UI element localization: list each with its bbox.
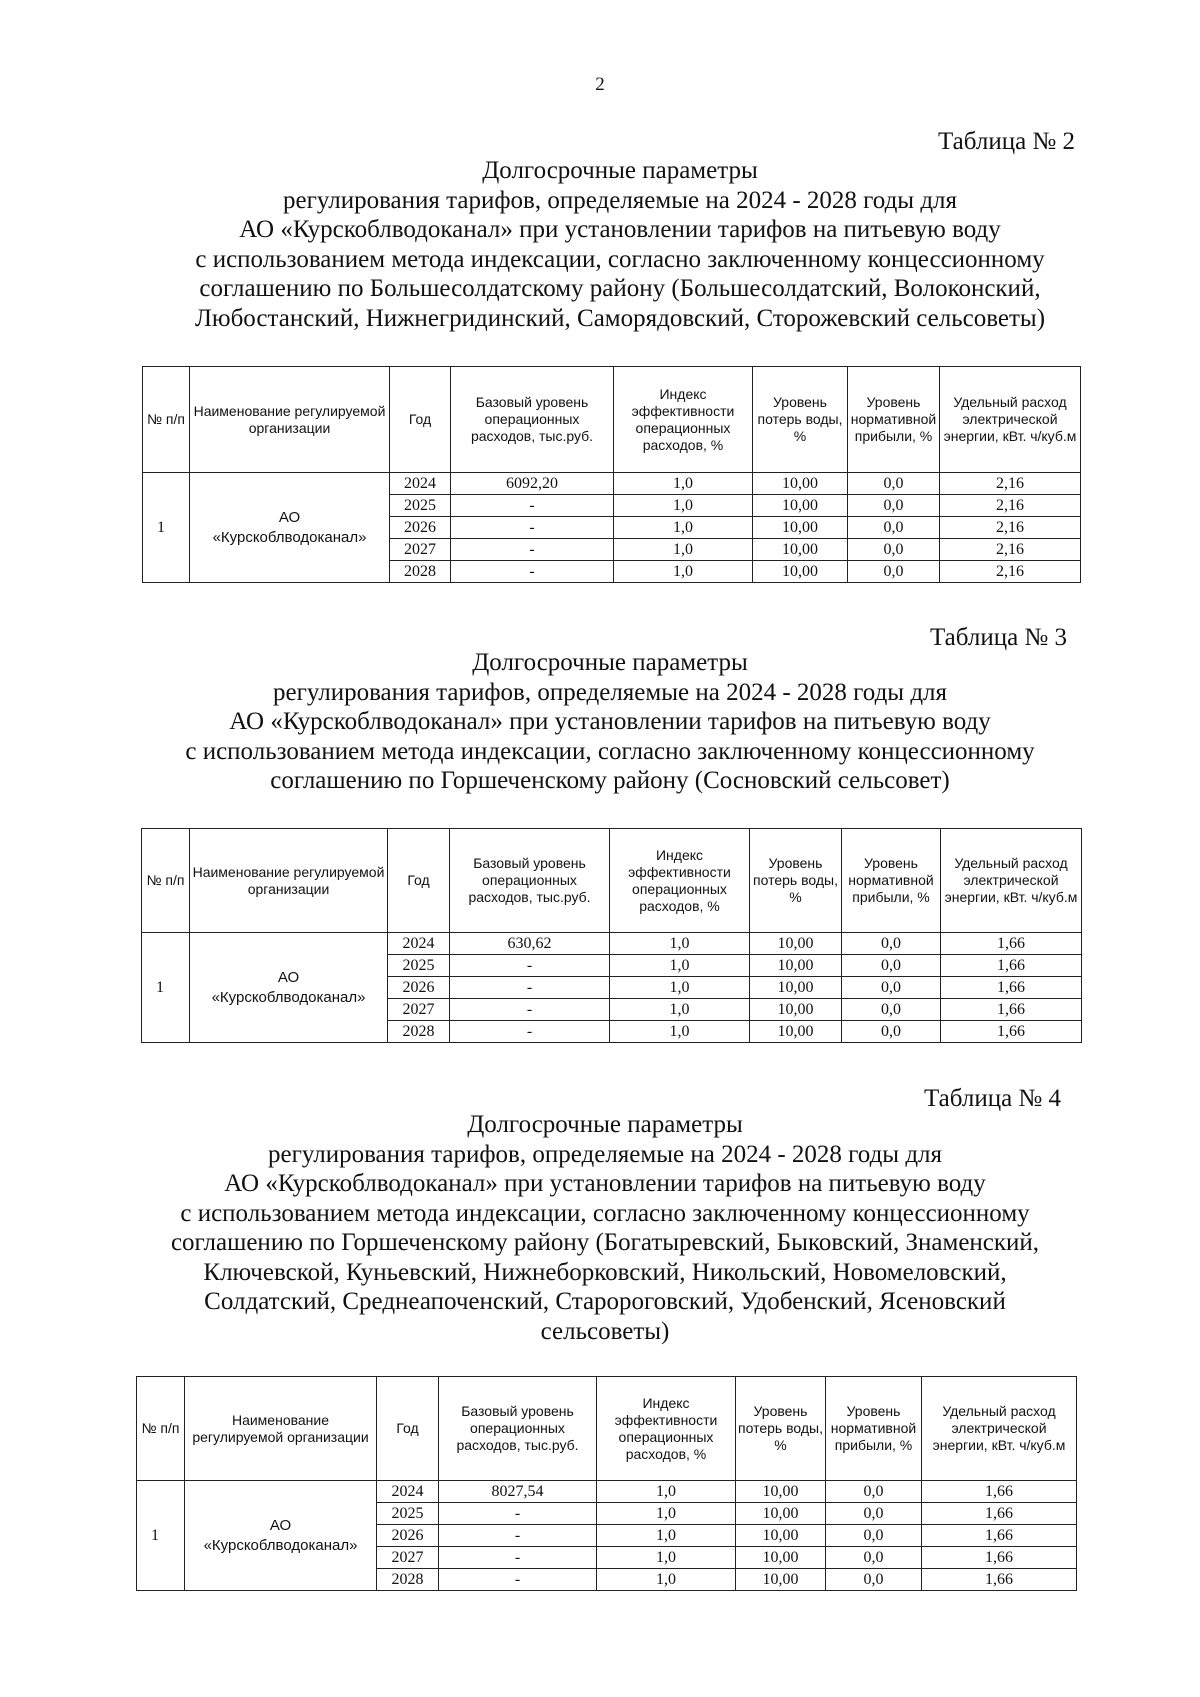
cell-energy: 2,16 — [940, 495, 1081, 517]
cell-loss: 10,00 — [736, 1569, 826, 1591]
cell-year: 2024 — [388, 933, 450, 955]
cell-index: 1,0 — [597, 1547, 736, 1569]
cell-energy: 1,66 — [922, 1503, 1077, 1525]
cell-year: 2024 — [390, 473, 451, 495]
title-line: Долгосрочные параметры — [482, 157, 758, 184]
cell-loss: 10,00 — [736, 1481, 826, 1503]
col-header-year: Год — [388, 829, 450, 933]
table-title — [150, 156, 1090, 333]
table-row — [137, 1481, 1077, 1503]
cell-year: 2026 — [390, 517, 451, 539]
table-header-row — [142, 829, 1082, 933]
cell-year: 2025 — [388, 955, 450, 977]
title-line: АО «Курскоблводоканал» при установлении тарифов на питьевую воду — [224, 1170, 986, 1197]
title-line: соглашению по Большесолдатскому району (Большесолдатский, Волоконский, — [199, 275, 1041, 302]
cell-energy: 2,16 — [940, 473, 1081, 495]
cell-loss: 10,00 — [753, 473, 848, 495]
table-header-row — [143, 367, 1081, 473]
cell-loss: 10,00 — [753, 561, 848, 583]
table-row — [142, 933, 1082, 955]
cell-energy: 1,66 — [922, 1481, 1077, 1503]
cell-year: 2027 — [388, 999, 450, 1021]
cell-profit: 0,0 — [842, 977, 941, 999]
cell-profit: 0,0 — [848, 473, 940, 495]
cell-energy: 1,66 — [941, 955, 1082, 977]
cell-year: 2027 — [377, 1547, 439, 1569]
col-header-index: Индекс эффективности операционных расходов, % — [597, 1377, 736, 1481]
cell-base: - — [450, 999, 610, 1021]
cell-year: 2028 — [388, 1021, 450, 1043]
cell-profit: 0,0 — [826, 1503, 922, 1525]
cell-loss: 10,00 — [753, 517, 848, 539]
col-header-org: Наименование регулируемой организации — [185, 1377, 377, 1481]
cell-loss: 10,00 — [736, 1525, 826, 1547]
cell-index: 1,0 — [610, 1021, 750, 1043]
col-header-no: № п/п — [143, 367, 190, 473]
cell-profit: 0,0 — [842, 955, 941, 977]
organization-name: АО «Курскоблводоканал» — [190, 933, 388, 1043]
title-line: регулирования тарифов, определяемые на 2024 - 2028 годы для — [282, 186, 958, 214]
cell-base: 6092,20 — [451, 473, 614, 495]
title-line: с использованием метода индексации, согласно заключенному концессионному — [185, 737, 1035, 765]
cell-loss: 10,00 — [750, 933, 842, 955]
table-title — [140, 1110, 1070, 1346]
cell-index: 1,0 — [614, 473, 753, 495]
cell-profit: 0,0 — [826, 1525, 922, 1547]
col-header-index: Индекс эффективности операционных расходов, % — [610, 829, 750, 933]
table-number: Таблица № 4 — [924, 1085, 1062, 1112]
cell-profit: 0,0 — [842, 933, 941, 955]
col-header-org: Наименование регулируемой организации — [190, 829, 388, 933]
cell-loss: 10,00 — [750, 999, 842, 1021]
table-number: Таблица № 3 — [930, 624, 1068, 651]
cell-base: - — [439, 1503, 597, 1525]
tariff-table — [142, 366, 1081, 583]
cell-profit: 0,0 — [826, 1569, 922, 1591]
organization-name: АО «Курскоблводоканал» — [185, 1481, 377, 1591]
cell-energy: 1,66 — [922, 1547, 1077, 1569]
cell-year: 2027 — [390, 539, 451, 561]
cell-profit: 0,0 — [848, 517, 940, 539]
cell-energy: 1,66 — [941, 977, 1082, 999]
cell-base: - — [450, 1021, 610, 1043]
cell-loss: 10,00 — [750, 1021, 842, 1043]
col-header-profit: Уровень нормативной прибыли, % — [826, 1377, 922, 1481]
cell-base: - — [451, 495, 614, 517]
title-line: АО «Курскоблводоканал» при установлении тарифов на питьевую воду — [239, 216, 1001, 243]
col-header-org: Наименование регулируемой организации — [190, 367, 390, 473]
title-line: Любостанский, Нижнегридинский, Саморядовский, Сторожевский сельсоветы) — [194, 304, 1046, 332]
col-header-base: Базовый уровень операционных расходов, тыс.руб. — [451, 367, 614, 473]
cell-loss: 10,00 — [736, 1547, 826, 1569]
col-header-loss: Уровень потерь воды, % — [750, 829, 842, 933]
title-line: соглашению по Горшеченскому району (Сосновский сельсовет) — [270, 767, 950, 794]
col-header-no: № п/п — [142, 829, 190, 933]
cell-loss: 10,00 — [753, 539, 848, 561]
cell-energy: 1,66 — [941, 933, 1082, 955]
cell-energy: 1,66 — [922, 1569, 1077, 1591]
title-line: с использованием метода индексации, согласно заключенному концессионному — [195, 245, 1045, 273]
tariff-table — [136, 1376, 1077, 1591]
cell-energy: 2,16 — [940, 561, 1081, 583]
title-line: Ключевской, Куньевский, Нижнеборковский, Никольский, Новомеловский, — [203, 1258, 1007, 1286]
cell-index: 1,0 — [597, 1503, 736, 1525]
row-number: 1 — [143, 473, 190, 583]
col-header-profit: Уровень нормативной прибыли, % — [848, 367, 940, 473]
col-header-index: Индекс эффективности операционных расходов, % — [614, 367, 753, 473]
cell-loss: 10,00 — [750, 955, 842, 977]
col-header-loss: Уровень потерь воды, % — [753, 367, 848, 473]
col-header-energy: Удельный расход электрической энергии, кВт. ч/куб.м — [922, 1377, 1077, 1481]
cell-year: 2025 — [390, 495, 451, 517]
cell-index: 1,0 — [597, 1569, 736, 1591]
cell-base: - — [451, 517, 614, 539]
title-line: с использованием метода индексации, согласно заключенному концессионному — [180, 1199, 1030, 1227]
cell-year: 2028 — [390, 561, 451, 583]
col-header-base: Базовый уровень операционных расходов, тыс.руб. — [439, 1377, 597, 1481]
cell-profit: 0,0 — [826, 1547, 922, 1569]
col-header-no: № п/п — [137, 1377, 185, 1481]
row-number: 1 — [142, 933, 190, 1043]
cell-loss: 10,00 — [736, 1503, 826, 1525]
row-number: 1 — [137, 1481, 185, 1591]
title-line: Солдатский, Среднеапоченский, Старороговский, Удобенский, Ясеновский — [204, 1288, 1006, 1315]
cell-energy: 1,66 — [941, 999, 1082, 1021]
title-line: соглашению по Горшеченскому району (Богатыревский, Быковский, Знаменский, — [170, 1229, 1040, 1256]
cell-year: 2028 — [377, 1569, 439, 1591]
cell-year: 2026 — [377, 1525, 439, 1547]
col-header-profit: Уровень нормативной прибыли, % — [842, 829, 941, 933]
cell-profit: 0,0 — [848, 561, 940, 583]
title-line: Долгосрочные параметры — [467, 1111, 743, 1138]
cell-base: - — [439, 1525, 597, 1547]
cell-energy: 2,16 — [940, 539, 1081, 561]
col-header-year: Год — [390, 367, 451, 473]
col-header-loss: Уровень потерь воды, % — [736, 1377, 826, 1481]
cell-index: 1,0 — [614, 561, 753, 583]
cell-index: 1,0 — [610, 955, 750, 977]
cell-year: 2024 — [377, 1481, 439, 1503]
title-line: регулирования тарифов, определяемые на 2024 - 2028 годы для — [272, 678, 948, 706]
cell-base: - — [451, 539, 614, 561]
cell-base: - — [439, 1569, 597, 1591]
cell-year: 2025 — [377, 1503, 439, 1525]
cell-base: - — [451, 561, 614, 583]
cell-base: - — [439, 1547, 597, 1569]
cell-profit: 0,0 — [848, 539, 940, 561]
cell-index: 1,0 — [610, 977, 750, 999]
cell-base: - — [450, 977, 610, 999]
cell-loss: 10,00 — [753, 495, 848, 517]
cell-index: 1,0 — [610, 933, 750, 955]
page-number: 2 — [595, 74, 605, 95]
cell-profit: 0,0 — [842, 999, 941, 1021]
cell-base: 630,62 — [450, 933, 610, 955]
col-header-year: Год — [377, 1377, 439, 1481]
table-header-row — [137, 1377, 1077, 1481]
cell-energy: 2,16 — [940, 517, 1081, 539]
table-row — [143, 473, 1081, 495]
col-header-energy: Удельный расход электрической энергии, кВт. ч/куб.м — [940, 367, 1081, 473]
cell-loss: 10,00 — [750, 977, 842, 999]
cell-index: 1,0 — [597, 1481, 736, 1503]
cell-index: 1,0 — [597, 1525, 736, 1547]
cell-index: 1,0 — [614, 539, 753, 561]
cell-year: 2026 — [388, 977, 450, 999]
cell-base: 8027,54 — [439, 1481, 597, 1503]
title-line: АО «Курскоблводоканал» при установлении тарифов на питьевую воду — [229, 708, 991, 735]
cell-energy: 1,66 — [922, 1525, 1077, 1547]
table-title — [140, 648, 1080, 796]
title-line: Долгосрочные параметры — [472, 649, 748, 676]
tariff-table — [141, 828, 1082, 1043]
cell-base: - — [450, 955, 610, 977]
table-number: Таблица № 2 — [938, 128, 1076, 155]
cell-index: 1,0 — [610, 999, 750, 1021]
col-header-base: Базовый уровень операционных расходов, тыс.руб. — [450, 829, 610, 933]
col-header-energy: Удельный расход электрической энергии, кВт. ч/куб.м — [941, 829, 1082, 933]
cell-energy: 1,66 — [941, 1021, 1082, 1043]
cell-profit: 0,0 — [842, 1021, 941, 1043]
cell-index: 1,0 — [614, 495, 753, 517]
title-line: сельсоветы) — [540, 1317, 670, 1345]
cell-index: 1,0 — [614, 517, 753, 539]
title-line: регулирования тарифов, определяемые на 2024 - 2028 годы для — [267, 1140, 943, 1168]
cell-profit: 0,0 — [848, 495, 940, 517]
cell-profit: 0,0 — [826, 1481, 922, 1503]
organization-name: АО «Курскоблводоканал» — [190, 473, 390, 583]
